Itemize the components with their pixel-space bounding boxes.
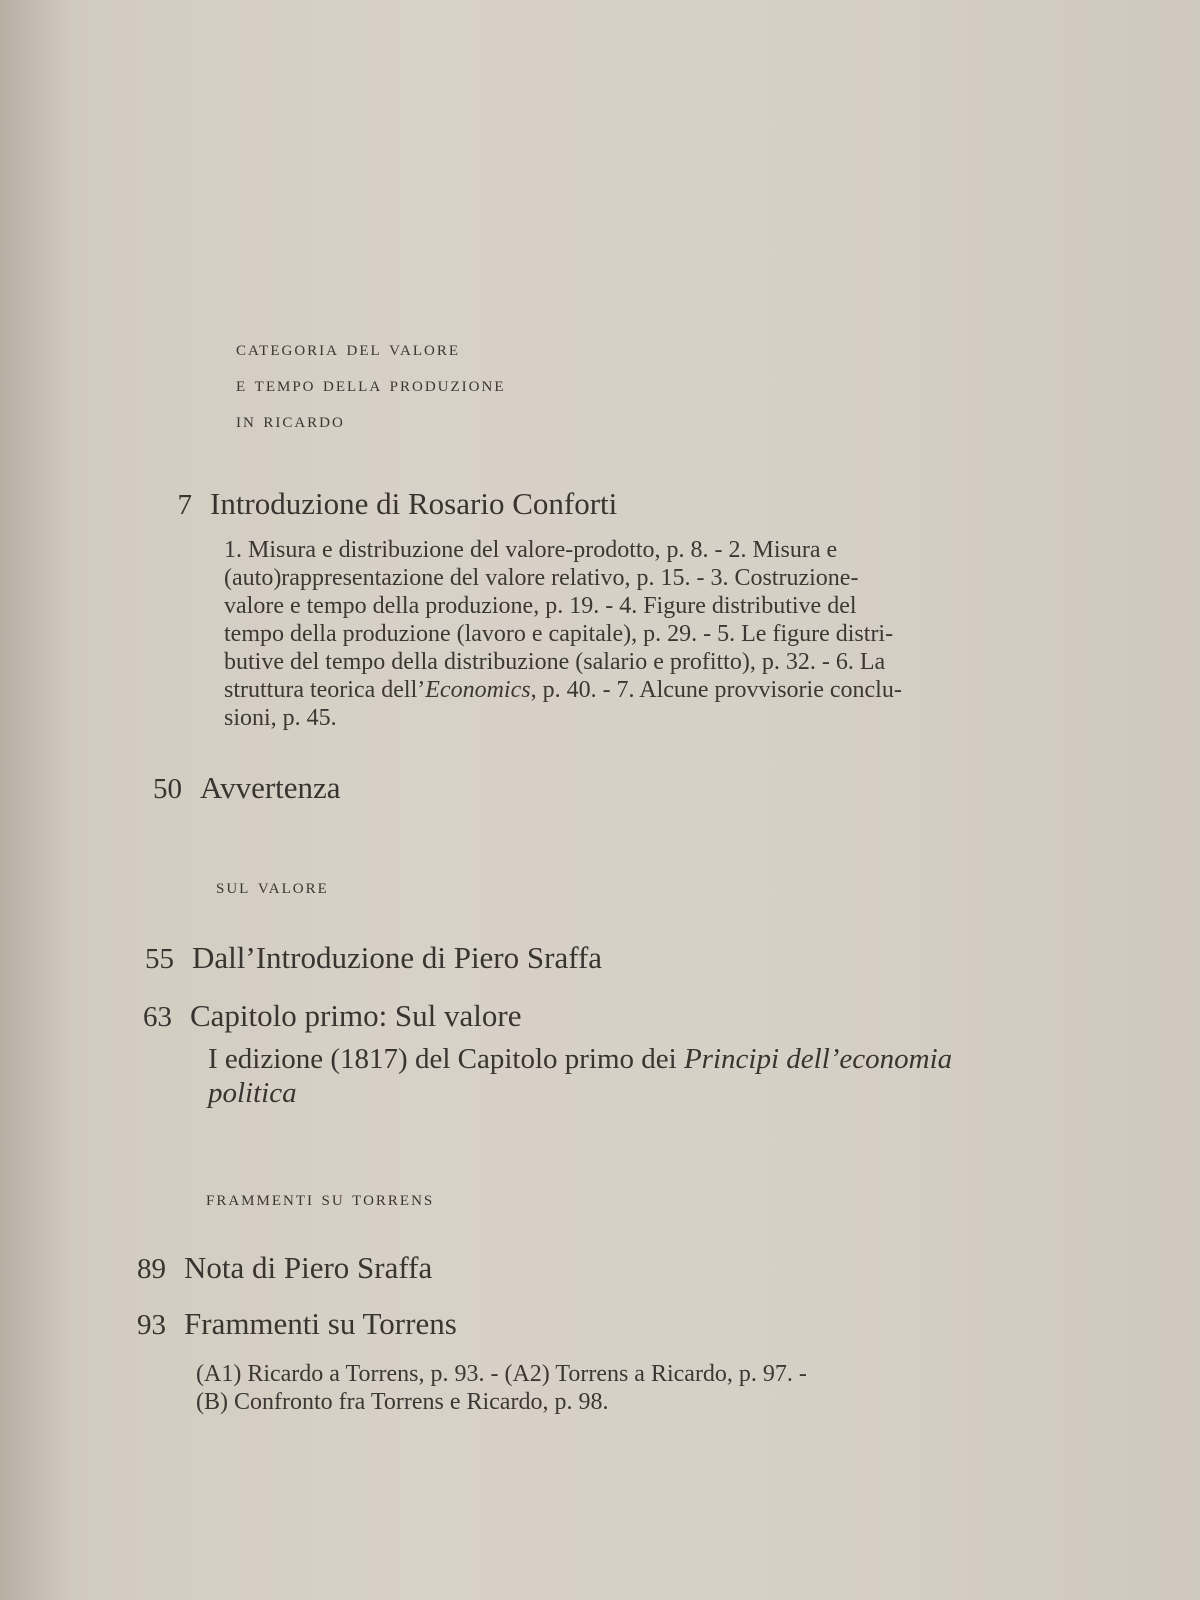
description-line: 1. Misura e distribuzione del valore-prodotto, p. 8. - 2. Misura e [224,537,838,563]
description-line: (A1) Ricardo a Torrens, p. 93. - (A2) Torrens a Ricardo, p. 97. - [196,1361,807,1387]
page-number: 50 [153,773,182,805]
toc-entry-capitolo [110,998,522,1034]
page-gutter-shadow [0,0,70,1600]
description-text: struttura teorica dell’ [224,677,426,703]
page-number: 63 [143,1001,172,1033]
toc-entry-avvertenza [120,770,341,806]
entry-title: Introduzione di Rosario Conforti [210,486,618,521]
description-line [224,676,1142,704]
toc-entry-nota [104,1250,432,1286]
page-number: 93 [137,1309,166,1341]
toc-entry-sraffa-intro [112,940,602,976]
heading-line: frammenti su torrens [206,1185,435,1210]
section-heading-categoria [236,330,505,438]
description-italic: Economics [425,677,531,703]
heading-line: sul valore [216,873,329,898]
page-number: 89 [137,1253,166,1285]
entry-description-introduzione [224,536,1142,732]
entry-title: Avvertenza [200,770,341,805]
description-text: , p. 40. - 7. Alcune provvisorie conclu- [530,677,902,703]
toc-entry-frammenti [104,1306,457,1342]
entry-title: Dall’Introduzione di Piero Sraffa [192,940,603,975]
page-number: 55 [145,943,174,975]
description-line: sioni, p. 45. [224,705,337,731]
entry-description-frammenti [196,1360,1116,1416]
description-line: (B) Confronto fra Torrens e Ricardo, p. 98. [196,1389,609,1415]
edition-italic: politica [208,1077,297,1109]
description-line: valore e tempo della produzione, p. 19. - 4. Figure distributive del [224,593,857,619]
description-line: (auto)rappresentazione del valore relativo, p. 15. - 3. Costruzione- [224,565,859,591]
section-heading-sul-valore [216,868,329,904]
edition-text: I edizione (1817) del Capitolo primo dei [208,1043,684,1075]
entry-title: Frammenti su Torrens [184,1306,457,1341]
section-heading-frammenti [206,1180,434,1216]
description-line: tempo della produzione (lavoro e capitale), p. 29. - 5. Le figure distri- [224,621,894,647]
heading-line: e tempo della produzione [236,371,506,396]
heading-line: in ricardo [236,407,345,432]
page-number: 7 [177,489,192,521]
edition-italic: Principi dell’economia [683,1043,953,1075]
entry-title: Nota di Piero Sraffa [184,1250,433,1285]
description-line: butive del tempo della distribuzione (salario e profitto), p. 32. - 6. La [224,649,886,675]
entry-title: Capitolo primo: Sul valore [190,998,522,1033]
heading-line: categoria del valore [236,335,461,360]
entry-edition-note [208,1042,1128,1110]
toc-entry-introduzione [130,486,617,522]
